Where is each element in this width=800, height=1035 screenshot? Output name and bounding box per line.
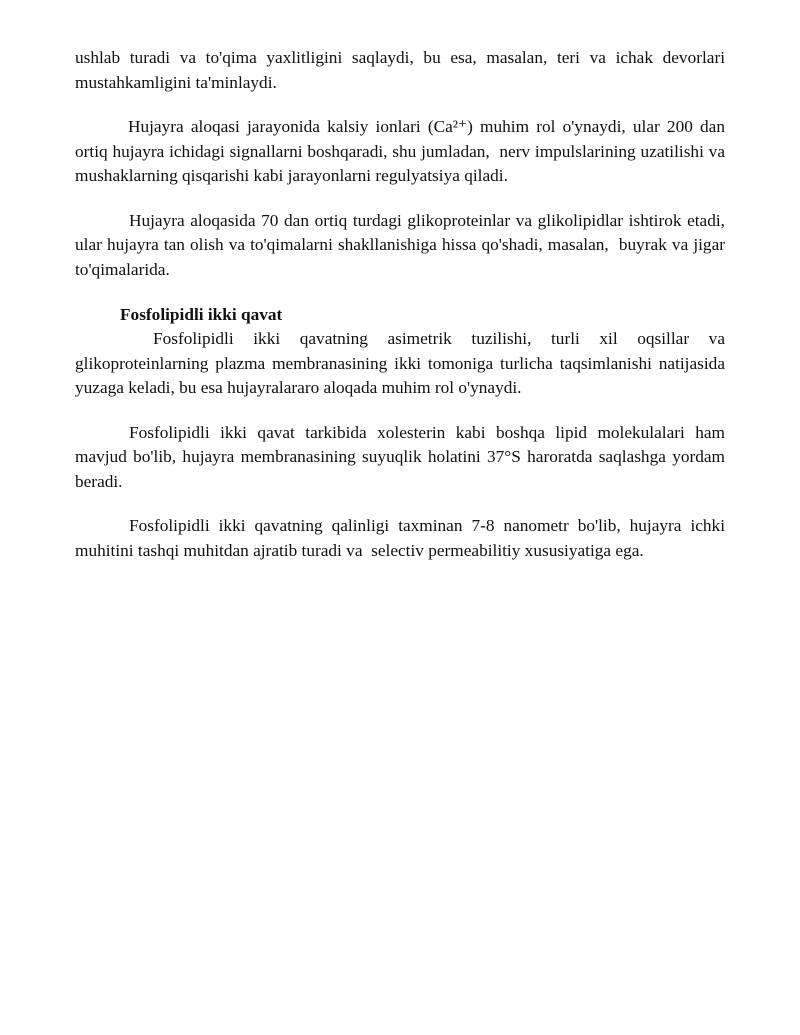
paragraph-thickness: Fosfolipidli ikki qavatning qalinligi taxminan 7-8 nanometr bo'lib, hujayra ichki muhitini tashqi muhitdan ajratib turadi va selectiv permeabilitiy xususiyatiga ega. [75, 516, 730, 560]
paragraph-cholesterol: Fosfolipidli ikki qavat tarkibida xolesterin kabi boshqa lipid molekulalari ham mavjud bo'lib, hujayra membranasining suyuqlik holatini 37°S haroratda saqlashga yordam beradi. [75, 422, 725, 491]
section-heading: Fosfolipidli ikki qavat [120, 305, 283, 324]
paragraph-calcium-ions: Hujayra aloqasi jarayonida kalsiy ionlari (Ca²⁺) muhim rol o'ynaydi, ular 200 dan ortiq hujayra ichidagi signallarni boshqaradi, shu jumladan, nerv impulslarining uzatilishi va mushaklarning qisqarishi kabi jarayonlarni regulyatsiya qiladi. [75, 117, 730, 185]
paragraph-glycoproteins: Hujayra aloqasida 70 dan ortiq turdagi glikoproteinlar va glikolipidlar ishtirok etadi, ular hujayra tan olish va to'qimalarni shakllanishiga hissa qo'shadi, masalan, buyrak va jigar to'qimalarida. [75, 210, 730, 279]
paragraph-continuation: ushlab turadi va to'qima yaxlitligini saqlaydi, bu esa, masalan, teri va ichak devorlari mustahkamligini ta'minlaydi. [75, 48, 725, 92]
document-body [75, 46, 730, 563]
paragraph-asymmetric-structure: Fosfolipidli ikki qavatning asimetrik tuzilishi, turli xil oqsillar va glikoproteinlarning plazma membranasining ikki tomoniga turlicha taqsimlanishi natijasida yuzaga keladi, bu esa hujayralararo aloqada muhim rol o'ynaydi. [75, 329, 725, 397]
